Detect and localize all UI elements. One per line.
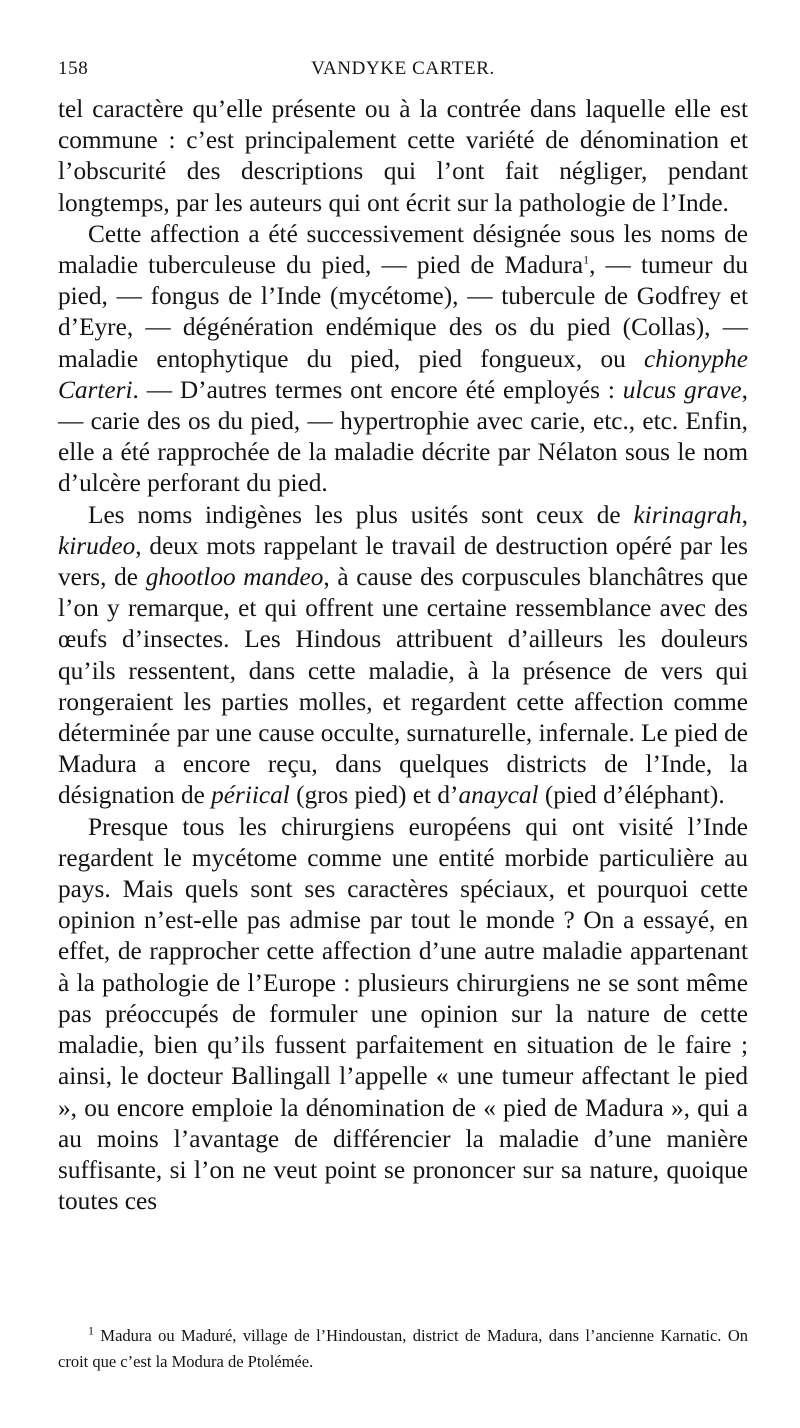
- text-run: Presque tous les chirurgiens européens qui ont visité l’Inde regardent le mycétome comme une entité morbide particulière au pays. Mais quels sont ses caractères spéciaux, et pourquoi cette opinion n’est-elle pas admise par tout le monde ? On a essayé, en effet, de rapprocher cette affection d’une autre maladie appartenant à la pathologie de l’Europe : plusieurs chirurgiens ne se sont même pas préoccupés de formuler une opinion sur la nature de cette maladie, bien qu’ils fussent parfaitement en situation de le faire ; ainsi, le docteur Ballingall l’appelle « une tumeur affectant le pied », ou encore emploie la dénomination de « pied de Madura », qui a au moins l’avantage de différencier la maladie d’une manière suffisante, si l’on ne veut point se prononcer sur sa nature, quoique toutes ces: [58, 812, 748, 1216]
- running-head: VANDYKE CARTER.: [311, 58, 495, 79]
- text-run: , à cause des corpuscules blanchâtres que l’on y remarque, et qui offrent une certaine ressemblance avec des œufs d’insectes. Les Hindous attribuent d’ailleurs les douleurs qu’ils ressentent, dans cette maladie, à la présence de vers qui rongeraient les parties molles, et regardent cette affection comme déterminée par une cause occulte, surnaturelle, infernale. Le pied de Madura a encore reçu, dans quelques districts de l’Inde, la désignation de: [58, 563, 748, 810]
- italic-term: kirudeo: [58, 531, 136, 560]
- footnote-marker: 1: [88, 1323, 94, 1338]
- text-run: Madura ou Maduré, village de l’Hindoustan, district de Madura, dans l’ancienne Karnatic. On croit que c’est la Modura de Ptolémée.: [58, 1326, 748, 1371]
- text-run: Cette affection a été successivement désignée sous les noms de maladie tuberculeuse du pied, — pied de Madura: [58, 219, 748, 280]
- italic-term: chionyphe Carteri: [58, 344, 748, 404]
- paragraph: [58, 812, 748, 1218]
- paragraph: [58, 500, 748, 812]
- text-run: (gros pied) et d’: [289, 781, 459, 810]
- page-number: 158: [58, 58, 89, 79]
- text-run: , — carie des os du pied, — hypertrophie avec carie, etc., etc. Enfin, elle a été rapprochée de la maladie décrite par Nélaton sous le nom d’ulcère perforant du pied.: [58, 375, 748, 498]
- text-run: . — D’autres termes ont encore été employés :: [132, 375, 623, 404]
- page-header: [58, 58, 748, 88]
- footnotes: [58, 1323, 748, 1375]
- italic-term: kirinagrah: [633, 500, 742, 529]
- footnote: [58, 1323, 748, 1375]
- text-run: tel caractère qu’elle présente ou à la contrée dans laquelle elle est commune : c’est principalement cette variété de dénomination et l’obscurité des descriptions qui l’ont fait négliger, pendant longtemps, par les auteurs qui ont écrit sur la pathologie de l’Inde.: [58, 95, 748, 217]
- text-run: , — tumeur du pied, — fongus de l’Inde (mycétome), — tubercule de Godfrey et d’Eyre, — dégénération endémique des os du pied (Collas), — maladie entophytique du pied, pied fongueux, ou: [58, 251, 748, 373]
- italic-term: ghootloo mandeo: [145, 563, 324, 592]
- text-run: Les noms indigènes les plus usités sont ceux de: [88, 500, 634, 529]
- italic-term: anaycal: [458, 781, 539, 810]
- text-run: , deux mots rappelant le travail de destruction opéré par les vers, de: [58, 531, 748, 592]
- paragraph: [58, 219, 748, 500]
- text-run: ,: [741, 500, 748, 529]
- text-run: (pied d’éléphant).: [538, 781, 725, 810]
- footnote-marker: 1: [583, 252, 590, 267]
- italic-term: ulcus grave: [622, 375, 742, 404]
- paragraph: [58, 94, 748, 219]
- body-text: [58, 94, 748, 1217]
- italic-term: périical: [211, 781, 290, 810]
